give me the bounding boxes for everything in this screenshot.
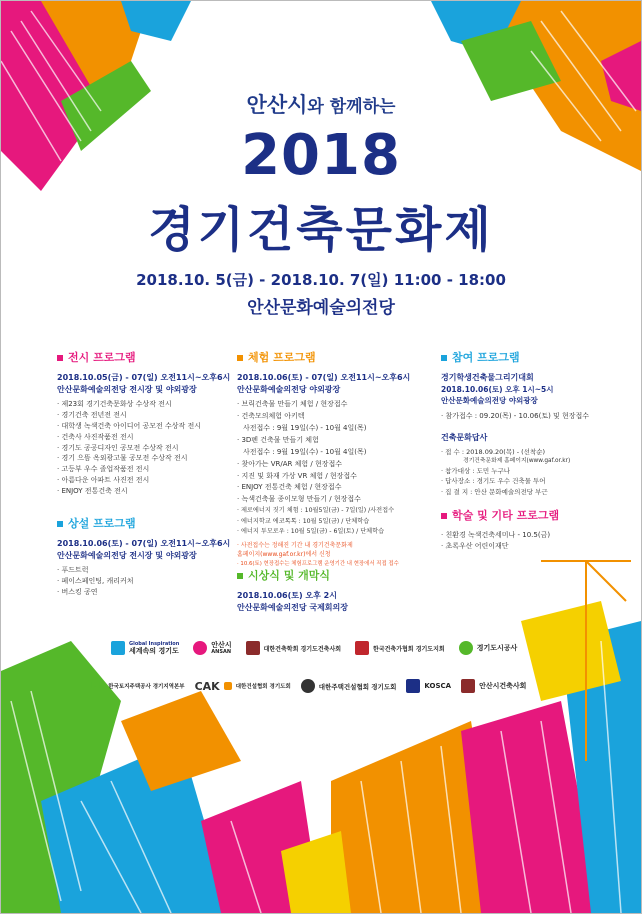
academic-list xyxy=(441,530,611,552)
note-line: · 10.6(토) 현장접수는 체험프로그램 운영기간 내 현장에서 직접 접수 xyxy=(237,561,399,568)
experience-date: 2018.10.06(토) - 07(일) 오전11시~오후6시 xyxy=(237,373,411,383)
list-item: · 페이스페인팅, 캐리커처 xyxy=(57,577,134,586)
list-item: 사전접수 : 9월 19일(수) - 10월 4일(목) xyxy=(243,424,367,433)
list-item: · 고등부 우수 졸업작품전 전시 xyxy=(57,465,150,474)
list-item: · 건축사 사진작품전 전시 xyxy=(57,432,134,441)
tour-list xyxy=(441,447,611,496)
experience-section xyxy=(237,349,412,569)
subtitle xyxy=(1,89,641,119)
list-item: · 건축모의체험 아키텍 xyxy=(237,412,305,421)
permanent-date: 2018.10.06(토) - 07(일) 오전11시~오후6시 xyxy=(57,539,231,549)
gico-logo-icon xyxy=(459,641,473,655)
academic-heading: 학술 및 기타 프로그램 xyxy=(452,509,560,522)
permanent-place: 안산문화예술의전당 전시장 및 야외광장 xyxy=(57,550,197,560)
exhibit-section xyxy=(57,349,232,497)
permanent-list xyxy=(57,565,232,598)
festival-dates: 2018.10. 5(금) - 2018.10. 7(일) 11:00 - 18:00 xyxy=(136,271,506,289)
kosca-logo-icon xyxy=(406,679,420,693)
list-item: · 버스킹 공연 xyxy=(57,587,98,596)
logo-ansan: 안산시 ANSAN xyxy=(193,641,231,655)
list-item: · 접 수 : 2018.09.20(목) - (선착순) xyxy=(441,448,546,457)
logo-gico: 경기도시공사 xyxy=(459,641,518,655)
logo-khba: 대한주택건설협회 경기도회 xyxy=(301,679,397,693)
list-item: · 브릭건축물 만들기 체험 / 현장접수 xyxy=(237,400,348,409)
festival-title: 경기건축문화제 xyxy=(148,202,494,258)
ceremony-place: 안산문화예술의전당 국제회의장 xyxy=(237,602,348,612)
ceremony-heading: 시상식 및 개막식 xyxy=(248,569,331,582)
logo-gyeonggi: Global Inspiration 세계속의 경기도 xyxy=(111,641,179,655)
contest-title: 경기학생건축물그리기대회 xyxy=(441,373,534,383)
experience-notes xyxy=(237,541,412,569)
experience-place: 안산문화예술의전당 야외광장 xyxy=(237,384,341,394)
bullet-square-icon xyxy=(441,355,447,361)
bullet-square-icon xyxy=(57,521,63,527)
list-item: · 답사장소 : 경기도 우수 건축물 투어 xyxy=(441,477,546,486)
logo-cak: CAK 대한건설협회 경기도회 xyxy=(194,679,291,693)
logo-kosca: KOSCA xyxy=(406,679,451,693)
list-item: · 경기건축 전년전 전시 xyxy=(57,411,127,420)
list-item: · 초록우산 어린이재단 xyxy=(441,541,509,550)
list-item: · ENJOY 전통건축 체험 / 현장접수 xyxy=(237,483,342,492)
list-item: · 녹색건축물 종이모형 만들기 / 현장접수 xyxy=(237,495,361,504)
khba-logo-icon xyxy=(301,679,315,693)
list-item: · 에너지학교 에코톡톡 : 10월 5일(금) / 단체학습 xyxy=(237,517,370,525)
list-item: · 에너지 투모로우 : 10월 5일(금) - 6일(토) / 단체학습 xyxy=(237,528,385,536)
list-item: · 친환경 녹색건축세미나 - 10.5(금) xyxy=(441,531,551,540)
list-item: · 대학생 녹색건축 아이디어 공모전 수상작 전시 xyxy=(57,421,202,430)
list-item: · 3D펜 건축물 만들기 체험 xyxy=(237,435,319,444)
contest-date: 2018.10.06(토) 오후 1시~5시 xyxy=(441,384,554,394)
exhibit-date: 2018.10.05(금) - 07(일) 오전11시~오후6시 xyxy=(57,373,231,383)
note-line: · 사전접수는 정해진 기간 내 경기건축문화제 xyxy=(237,541,353,549)
sponsor-logos-row-1 xyxy=(111,641,517,655)
sponsor-logos-row-2 xyxy=(91,679,526,693)
contest-list xyxy=(441,411,611,422)
ceremony-date: 2018.10.06(토) 오후 2시 xyxy=(237,591,337,601)
list-item: · 경기 으뜸 옥외광고물 공모전 수상작 전시 xyxy=(57,454,188,463)
exhibit-heading: 전시 프로그램 xyxy=(68,351,136,364)
cak-logo-icon xyxy=(224,682,232,690)
gyeonggi-logo-icon xyxy=(111,641,125,655)
festival-venue: 안산문화예술의전당 xyxy=(247,298,395,318)
logo-kia: 한국건축가협회 경기도지회 xyxy=(355,641,445,655)
subtitle-rest: 와 함께하는 xyxy=(307,97,396,117)
ceremony-section xyxy=(237,567,412,613)
participate-heading: 참여 프로그램 xyxy=(452,351,520,364)
architects-logo-icon xyxy=(246,641,260,655)
list-item: · 집 결 지 : 안산 문화예술의전당 부근 xyxy=(441,487,548,496)
festival-year: 2018 xyxy=(241,123,401,188)
bullet-square-icon xyxy=(237,355,243,361)
list-item: · 참가대상 : 도민 누구나 xyxy=(441,467,511,476)
exhibit-list xyxy=(57,399,232,497)
list-item: · 제로에너지 짓기 체험 : 10월5일(금) - 7일(일) /사전접수 xyxy=(237,507,395,515)
bullet-square-icon xyxy=(441,513,447,519)
logo-lh: LH 한국토지주택공사 경기지역본부 xyxy=(91,681,185,691)
list-item: · ENJOY 전통건축 전시 xyxy=(57,486,128,495)
contest-place: 안산문화예술의전당 야외광장 xyxy=(441,396,538,406)
ansan-architects-logo-icon xyxy=(461,679,475,693)
list-item: 사전접수 : 9월 19일(수) - 10월 4일(목) xyxy=(243,447,367,456)
note-line: 홈페이지(www.gaf.or.kr)에서 신청 xyxy=(237,551,331,559)
list-item: · 참가접수 : 09.20(목) - 10.06(토) 및 현장접수 xyxy=(441,411,590,420)
participate-section xyxy=(441,349,611,497)
bullet-square-icon xyxy=(237,573,243,579)
list-item: · 푸드트럭 xyxy=(57,566,89,575)
list-item: · 경기도 공공디자인 공모전 수상작 전시 xyxy=(57,443,179,452)
permanent-section xyxy=(57,515,232,598)
list-item: · 아름다운 아파트 사진전 전시 xyxy=(57,476,150,485)
ansan-logo-icon xyxy=(193,641,207,655)
logo-ansan-architects: 안산시건축사회 xyxy=(461,679,526,693)
exhibit-place: 안산문화예술의전당 전시장 및 야외광장 xyxy=(57,384,197,394)
experience-heading: 체험 프로그램 xyxy=(248,351,316,364)
logo-architects: 대한건축학회 경기도건축사회 xyxy=(246,641,341,655)
bullet-square-icon xyxy=(57,355,63,361)
permanent-heading: 상설 프로그램 xyxy=(68,517,136,530)
list-item: · 제23회 경기건축문화상 수상작 전시 xyxy=(57,400,172,409)
city-name: 안산시 xyxy=(246,93,308,117)
kia-logo-icon xyxy=(355,641,369,655)
experience-list xyxy=(237,399,412,538)
list-item: · 찾아가는 VR/AR 체험 / 현장접수 xyxy=(237,459,342,468)
academic-section xyxy=(441,507,611,552)
list-item: 경기건축문화제 홈페이지(www.gaf.or.kr) xyxy=(441,458,571,465)
tour-title: 건축문화답사 xyxy=(441,432,488,442)
list-item: · 지진 및 화재 가상 VR 체험 / 현장접수 xyxy=(237,471,357,480)
